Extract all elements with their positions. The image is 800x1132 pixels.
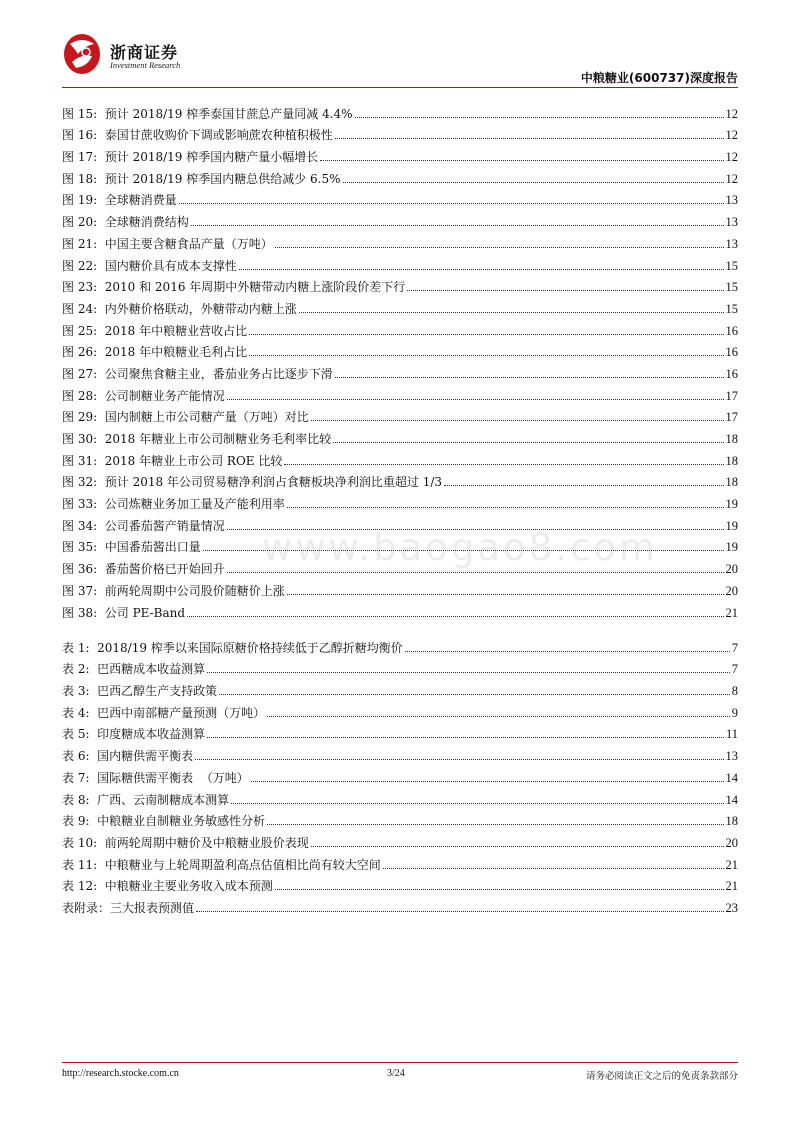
leader-dots bbox=[207, 672, 730, 673]
leader-dots bbox=[335, 377, 724, 378]
toc-entry-label: 图 21: 中国主要含糖食品产量（万吨） bbox=[62, 236, 273, 251]
leader-dots bbox=[335, 138, 724, 139]
figure-index bbox=[62, 100, 738, 621]
toc-entry-page: 17 bbox=[725, 388, 738, 403]
toc-entry[interactable] bbox=[62, 599, 738, 621]
report-title: 中粮糖业(600737)深度报告 bbox=[580, 71, 738, 85]
toc-entry[interactable] bbox=[62, 382, 738, 404]
toc-entry-page: 15 bbox=[725, 280, 738, 295]
toc-entry-page: 17 bbox=[725, 410, 738, 425]
toc-entry-label: 表 6: 国内糖供需平衡表 bbox=[62, 749, 194, 764]
leader-dots bbox=[275, 247, 724, 248]
leader-dots bbox=[320, 160, 723, 161]
toc-entry-page: 15 bbox=[725, 258, 738, 273]
toc-entry-label: 表 5: 印度糖成本收益测算 bbox=[62, 727, 206, 742]
toc-entry-label: 图 30: 2018 年糖业上市公司制糖业务毛利率比较 bbox=[62, 432, 332, 446]
table-index bbox=[62, 634, 738, 916]
leader-dots bbox=[311, 846, 724, 847]
toc-entry[interactable] bbox=[62, 404, 738, 426]
toc-entry[interactable] bbox=[62, 469, 738, 491]
toc-entry[interactable] bbox=[62, 165, 738, 187]
toc-entry-label: 图 24: 内外糖价格联动，外糖带动内糖上涨 bbox=[62, 301, 297, 316]
toc-entry-label: 表 9: 中粮糖业自制糖业务敏感性分析 bbox=[62, 814, 266, 829]
leader-dots bbox=[267, 824, 723, 825]
toc-entry-page: 16 bbox=[725, 345, 738, 360]
toc-entry-page: 14 bbox=[725, 792, 738, 807]
toc-entry-page: 16 bbox=[725, 366, 738, 381]
toc-entry[interactable] bbox=[62, 742, 738, 764]
toc-entry[interactable] bbox=[62, 490, 738, 512]
toc-entry[interactable] bbox=[62, 851, 738, 873]
leader-dots bbox=[187, 616, 723, 617]
toc-entry[interactable] bbox=[62, 122, 738, 144]
toc-entry[interactable] bbox=[62, 317, 738, 339]
toc-entry[interactable] bbox=[62, 555, 738, 577]
toc-entry[interactable] bbox=[62, 512, 738, 534]
leader-dots bbox=[227, 399, 724, 400]
toc-entry[interactable] bbox=[62, 187, 738, 209]
toc-entry-page: 21 bbox=[725, 857, 738, 872]
toc-entry[interactable] bbox=[62, 534, 738, 556]
toc-entry-label: 图 23: 2010 和 2016 年周期中外糖带动内糖上涨阶段价差下行 bbox=[62, 280, 406, 295]
toc-entry-label: 图 16: 泰国甘蔗收购价下调或影响蔗农种植积极性 bbox=[62, 128, 333, 143]
leader-dots bbox=[203, 550, 724, 551]
leader-dots bbox=[207, 737, 724, 738]
leader-dots bbox=[249, 355, 723, 356]
leader-dots bbox=[179, 203, 724, 204]
toc-entry-label: 图 29: 国内制糖上市公司糖产量（万吨）对比 bbox=[62, 410, 309, 425]
toc-entry[interactable] bbox=[62, 873, 738, 895]
toc-entry-page: 13 bbox=[725, 236, 738, 251]
toc-entry-page: 18 bbox=[725, 814, 738, 829]
toc-entry[interactable] bbox=[62, 721, 738, 743]
toc-entry-label: 图 38: 公司 PE-Band bbox=[62, 605, 186, 620]
toc-entry[interactable] bbox=[62, 808, 738, 830]
toc-entry-label: 表 3: 巴西乙醇生产支持政策 bbox=[62, 684, 218, 699]
toc-entry[interactable] bbox=[62, 677, 738, 699]
toc-entry-page: 18 bbox=[725, 475, 738, 490]
toc-entry-label: 图 27: 公司聚焦食糖主业，番茄业务占比逐步下滑 bbox=[62, 366, 333, 381]
leader-dots bbox=[249, 334, 723, 335]
footer-url-link[interactable]: http://research.stocke.com.cn bbox=[62, 1068, 179, 1079]
toc-entry-label: 图 31: 2018 年糖业上市公司 ROE 比较 bbox=[62, 453, 283, 468]
toc-entry-page: 11 bbox=[725, 727, 738, 742]
leader-dots bbox=[343, 182, 724, 183]
leader-dots bbox=[196, 911, 723, 912]
leader-dots bbox=[444, 485, 723, 486]
toc-entry-page: 21 bbox=[725, 605, 738, 620]
leader-dots bbox=[383, 868, 724, 869]
toc-entry-label: 表附录：三大报表预测值 bbox=[62, 900, 195, 915]
toc-entry-label: 图 18: 预计 2018/19 榨季国内糖总供给减少 6.5% bbox=[62, 171, 341, 186]
toc-entry-label: 图 36: 番茄酱价格已开始回升 bbox=[62, 562, 225, 577]
leader-dots bbox=[219, 694, 730, 695]
toc-entry-page: 19 bbox=[725, 518, 738, 533]
leader-dots bbox=[227, 572, 724, 573]
toc-entry[interactable] bbox=[62, 656, 738, 678]
toc-entry-page: 20 bbox=[725, 562, 738, 577]
toc-entry-label: 图 22: 国内糖价具有成本支撑性 bbox=[62, 258, 237, 273]
zheshang-logo-icon bbox=[62, 32, 102, 76]
toc-entry[interactable] bbox=[62, 447, 738, 469]
toc-entry[interactable] bbox=[62, 143, 738, 165]
leader-dots bbox=[287, 507, 724, 508]
toc-entry-label: 表 7: 国际糖供需平衡表 （万吨） bbox=[62, 770, 249, 785]
toc-entry[interactable] bbox=[62, 230, 738, 252]
toc-entry-page: 19 bbox=[725, 497, 738, 512]
page-number: 3/24 bbox=[387, 1068, 405, 1079]
brand-subtitle: Investment Research bbox=[110, 60, 181, 70]
toc-entry-page: 14 bbox=[725, 770, 738, 785]
leader-dots bbox=[251, 781, 724, 782]
disclaimer-notice: 请务必阅读正文之后的免责条款部分 bbox=[585, 1071, 738, 1082]
leader-dots bbox=[333, 442, 723, 443]
leader-dots bbox=[407, 290, 723, 291]
toc-entry-page: 9 bbox=[731, 705, 738, 720]
leader-dots bbox=[227, 529, 724, 530]
footer-divider bbox=[62, 1062, 738, 1063]
toc-entry[interactable] bbox=[62, 339, 738, 361]
toc-entry[interactable] bbox=[62, 208, 738, 230]
toc-entry[interactable] bbox=[62, 252, 738, 274]
leader-dots bbox=[311, 420, 724, 421]
toc-entry-page: 13 bbox=[725, 749, 738, 764]
toc-entry[interactable] bbox=[62, 295, 738, 317]
toc-entry[interactable] bbox=[62, 764, 738, 786]
toc-entry-page: 19 bbox=[725, 540, 738, 555]
leader-dots bbox=[405, 651, 730, 652]
toc-entry-page: 13 bbox=[725, 215, 738, 230]
toc-entry[interactable] bbox=[62, 699, 738, 721]
toc-entry-label: 图 26: 2018 年中粮糖业毛利占比 bbox=[62, 345, 248, 360]
toc-entry-label: 图 32: 预计 2018 年公司贸易糖净利润占食糖板块净利润比重超过 1/3 bbox=[62, 475, 443, 490]
toc-entry[interactable] bbox=[62, 786, 738, 808]
toc-entry-label: 表 4: 巴西中南部糖产量预测（万吨） bbox=[62, 705, 266, 720]
toc-entry-page: 18 bbox=[725, 453, 738, 468]
leader-dots bbox=[239, 269, 724, 270]
toc-entry[interactable] bbox=[62, 100, 738, 122]
toc-entry[interactable] bbox=[62, 360, 738, 382]
toc-entry-label: 表 2: 巴西糖成本收益测算 bbox=[62, 662, 206, 677]
toc-entry-page: 20 bbox=[725, 835, 738, 850]
toc-entry[interactable] bbox=[62, 577, 738, 599]
toc-entry-page: 13 bbox=[725, 193, 738, 208]
leader-dots bbox=[284, 464, 723, 465]
toc-entry-page: 23 bbox=[725, 900, 738, 915]
toc-entry-page: 12 bbox=[725, 150, 738, 165]
toc-entry-label: 图 34: 公司番茄酱产销量情况 bbox=[62, 518, 225, 533]
header-divider bbox=[62, 87, 738, 88]
toc-entry[interactable] bbox=[62, 894, 738, 916]
toc-entry-page: 7 bbox=[731, 662, 738, 677]
toc-entry-label: 图 15: 预计 2018/19 榨季泰国甘蔗总产量同减 4.4% bbox=[62, 106, 353, 121]
toc-entry-page: 15 bbox=[725, 301, 738, 316]
toc-entry[interactable] bbox=[62, 634, 738, 656]
toc-entry-label: 图 33: 公司炼糖业务加工量及产能利用率 bbox=[62, 497, 285, 512]
toc-entry[interactable] bbox=[62, 829, 738, 851]
toc-entry-label: 表 11: 中粮糖业与上轮周期盈利高点估值相比尚有较大空间 bbox=[62, 857, 381, 872]
toc-entry-label: 表 8: 广西、云南制糖成本测算 bbox=[62, 792, 230, 807]
toc-entry[interactable] bbox=[62, 425, 738, 447]
toc-entry-label: 图 17: 预计 2018/19 榨季国内糖产量小幅增长 bbox=[62, 150, 319, 165]
toc-entry-page: 12 bbox=[725, 128, 738, 143]
toc-entry-page: 20 bbox=[725, 583, 738, 598]
brand-name: 浙商证券 bbox=[110, 43, 179, 62]
toc-entry-label: 图 35: 中国番茄酱出口量 bbox=[62, 540, 201, 555]
watermark: www.baogao8.com bbox=[262, 526, 659, 569]
toc-entry[interactable] bbox=[62, 274, 738, 296]
toc-entry-label: 表 1: 2018/19 榨季以来国际原糖价格持续低于乙醇折糖均衡价 bbox=[62, 640, 403, 655]
leader-dots bbox=[299, 312, 724, 313]
leader-dots bbox=[355, 117, 724, 118]
toc-entry-page: 18 bbox=[725, 432, 738, 446]
toc-entry-page: 7 bbox=[731, 640, 738, 655]
toc-entry-label: 图 37: 前两轮周期中公司股价随糖价上涨 bbox=[62, 583, 285, 598]
toc-entry-label: 图 20: 全球糖消费结构 bbox=[62, 215, 189, 230]
toc-entry-page: 12 bbox=[725, 171, 738, 186]
toc-entry-label: 表 10: 前两轮周期中糖价及中粮糖业股价表现 bbox=[62, 835, 309, 850]
toc-entry-page: 16 bbox=[725, 323, 738, 338]
toc-entry-page: 21 bbox=[725, 879, 738, 894]
leader-dots bbox=[195, 759, 723, 760]
leader-dots bbox=[287, 594, 724, 595]
toc-entry-page: 12 bbox=[725, 106, 738, 121]
toc-entry-label: 图 28: 公司制糖业务产能情况 bbox=[62, 388, 225, 403]
leader-dots bbox=[191, 225, 724, 226]
toc-entry-label: 表 12: 中粮糖业主要业务收入成本预测 bbox=[62, 879, 273, 894]
toc-entry-label: 图 25: 2018 年中粮糖业营收占比 bbox=[62, 323, 248, 338]
page-header bbox=[0, 0, 800, 96]
leader-dots bbox=[267, 716, 730, 717]
leader-dots bbox=[275, 889, 724, 890]
toc-entry-page: 8 bbox=[731, 684, 738, 699]
leader-dots bbox=[231, 803, 723, 804]
toc-entry-label: 图 19: 全球糖消费量 bbox=[62, 193, 177, 208]
